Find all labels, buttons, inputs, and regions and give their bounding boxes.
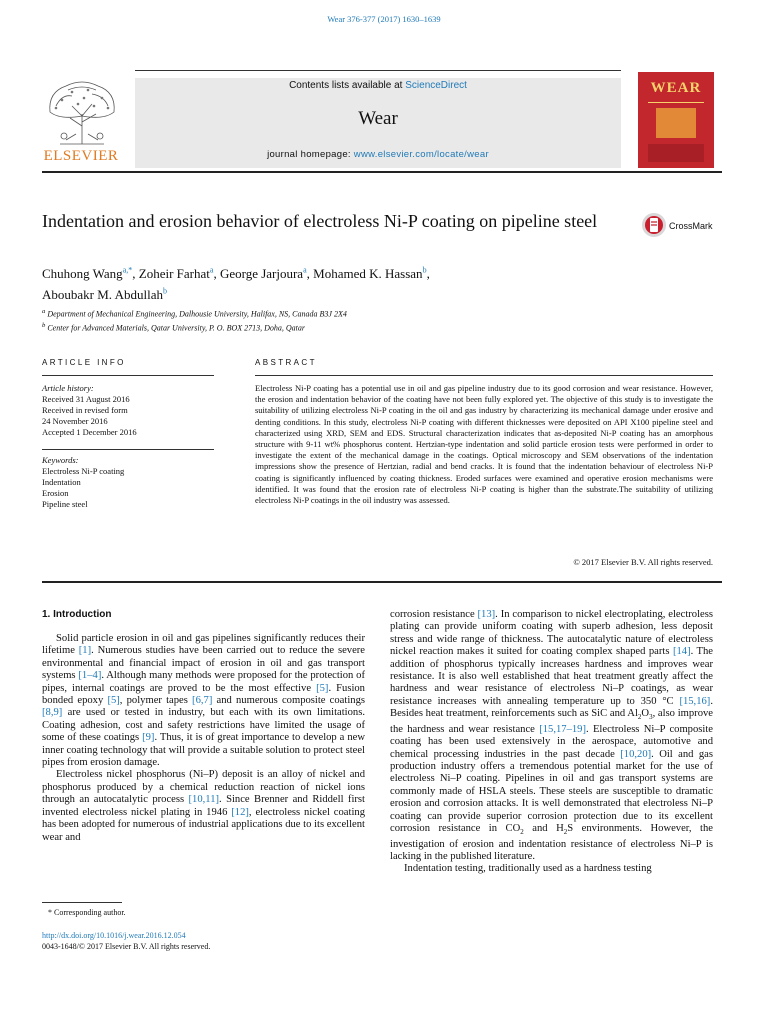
text-run: . Fusion bonded epoxy	[42, 682, 365, 707]
text-run: . Thus, it is of great importance to develop a new inner coating technology that will provide a suitable solution to protect steel pipes from erosion damage.	[42, 732, 365, 769]
section-heading-introduction: 1. Introduction	[42, 609, 112, 620]
history-item: Received 31 August 2016	[42, 394, 130, 404]
reference-link[interactable]: [15,17–19]	[539, 723, 586, 735]
reference-link[interactable]: [9]	[142, 732, 155, 744]
author-name: Chuhong Wang	[42, 266, 123, 282]
author-separator: ,	[213, 266, 220, 282]
article-history	[42, 383, 214, 438]
abstract-text: Electroless Ni-P coating has a potential use in oil and gas pipeline industry due to its good corrosion and wear resistance. However, the erosion and indentation behavior of the coating have not been fully explored yet. The objective of this study is to investigate the suitability of utilizing electroless Ni-P coating in the oil and gas industry by characterizing its mechanical damage under erosive and denting conditions. In this study, electroless Ni-P coating with different thicknesses were deposited on API X100 pipeline steel and characterized using XRD, SEM and EDS. Structural characterization indicates that as-deposited Ni-P coating has an amorphous structure with 9-11 wt% phosphorus content. Hertzian-type indentation and solid particle erosion tests were performed in order to investigate the extent of the mechanical damage in the coatings. Optical microscopy and SEM observations of the indentation impressions show the presence of Hertzian, radial and bend cracks. It is found that the indentation behaviour of electroless Ni-P coating is significantly influenced by coating thickness. Eroded surfaces were examined and operative erosion mechanisms were identified. It was found that the erosion rate of electroless Ni-P coating is higher than the substrate.The suitability of utilizing electroless Ni-P coatings in the oil industry was assessed.	[255, 383, 713, 506]
reference-link[interactable]: [5]	[316, 682, 329, 694]
front-matter-rule	[42, 581, 722, 583]
abstract-rule	[255, 375, 713, 376]
keyword-item: Pipeline steel	[42, 499, 88, 509]
author[interactable]	[313, 266, 430, 281]
history-item: Accepted 1 December 2016	[42, 427, 137, 437]
doi-link[interactable]: http://dx.doi.org/10.1016/j.wear.2016.12.054	[42, 931, 186, 940]
reference-link[interactable]: [12]	[231, 806, 249, 818]
body-left-column	[42, 633, 365, 844]
author-affil-sup[interactable]: b	[422, 266, 427, 275]
text-run: . Numerous studies have been carried out to reduce the severe environmental and financial impact of erosion in oil and gas transport systems	[42, 645, 366, 682]
author[interactable]	[42, 266, 139, 281]
article-info-rule	[42, 375, 214, 376]
keyword-item: Erosion	[42, 488, 69, 498]
affiliation-sup: a	[42, 308, 46, 315]
header-bottom-rule	[42, 171, 722, 173]
cover-rule	[648, 102, 704, 103]
affiliation-text: Center for Advanced Materials, Qatar University, P. O. BOX 2713, Doha, Qatar	[47, 323, 306, 333]
history-item: Received in revised form	[42, 405, 128, 415]
affiliation-sup: b	[42, 321, 46, 329]
text-run: . Electroless Ni–P composite coating has been used extensively in the aerospace, automotive and chemical processing industries in the past decade	[390, 723, 713, 760]
author-name: Mohamed K. Hassan	[313, 266, 423, 282]
text-run: . In comparison to nickel electroplating, electroless plating can provide uniform coating with superb adhesion, less deposit stress and wide range of thickness. The autocatalytic nature of electroless nickel reaction makes it suited for coating complex shaped parts	[390, 609, 713, 658]
contents-prefix: Contents lists available at	[289, 80, 406, 91]
affiliation-item	[42, 320, 602, 334]
text-run: and numerous composite coatings	[212, 695, 365, 707]
author-affil-sup[interactable]: a	[209, 266, 214, 275]
text-run: S environments. However, the investigation of erosion and indentation resistance of electroless Ni–P is lacking in the published literature.	[390, 823, 713, 862]
author-list	[42, 262, 622, 303]
author-name: Zoheir Farhat	[138, 266, 210, 282]
author-separator: ,	[132, 266, 139, 282]
text-run: O	[641, 708, 650, 720]
author[interactable]	[42, 287, 167, 302]
paragraph	[42, 633, 365, 769]
publisher-logo-text: ELSEVIER	[43, 148, 119, 164]
elsevier-tree-logo	[42, 76, 122, 146]
article-info-heading: ARTICLE INFO	[42, 358, 126, 367]
text-run: , also improve the hardness and wear resistance	[390, 708, 713, 735]
keywords-rule	[42, 449, 214, 450]
reference-link[interactable]: [15,16]	[679, 695, 711, 707]
author-affil-sup[interactable]: a,*	[122, 266, 133, 275]
text-run: Indentation testing, traditionally used as a hardness testing	[404, 863, 652, 875]
reference-link[interactable]: [6,7]	[192, 695, 213, 707]
crossmark-label[interactable]: CrossMark	[669, 221, 713, 231]
paragraph	[390, 609, 713, 863]
text-run: and H	[523, 823, 564, 835]
text-run: corrosion resistance	[390, 609, 478, 620]
author-name: Aboubakr M. Abdullah	[42, 286, 163, 302]
text-run: , polymer tapes	[119, 695, 193, 707]
subscript: 2	[520, 828, 524, 837]
text-run: Solid particle erosion in oil and gas pipelines significantly reduces their lifetime	[42, 633, 365, 657]
homepage-prefix: journal homepage:	[267, 149, 354, 160]
reference-link[interactable]: [1]	[78, 645, 92, 657]
reference-link[interactable]: [8,9]	[42, 707, 63, 719]
journal-cover-thumbnail[interactable]	[638, 72, 714, 168]
homepage-link[interactable]: www.elsevier.com/locate/wear	[353, 149, 489, 160]
affiliation-item	[42, 306, 602, 320]
subscript: 3	[649, 713, 653, 722]
text-run: . Oil and gas production industry offers a tremendous potential market for the use of electroless Ni–P coating. Pipelines in oil and gas transport systems are commonly made of HSLA steels. These steels are susceptible to dramatic erosion and corrosion attacks. It is well demonstrated that electroless Ni–P coating can provide superior corrosion protection due to its excellent corrosion resistance in CO	[390, 748, 713, 835]
affiliations	[42, 306, 602, 333]
subscript: 2	[637, 713, 642, 722]
homepage-line	[135, 149, 621, 160]
reference-link[interactable]: [5]	[107, 695, 120, 707]
author[interactable]	[220, 266, 313, 281]
author-affil-sup[interactable]: b	[162, 286, 167, 296]
abstract-heading: ABSTRACT	[255, 358, 317, 367]
body-right-column	[390, 609, 713, 876]
reference-link[interactable]: [10,20]	[620, 748, 652, 760]
author-separator: ,	[306, 266, 314, 282]
reference-link[interactable]: [13]	[477, 609, 496, 620]
sciencedirect-link[interactable]: ScienceDirect	[405, 80, 467, 91]
paragraph	[390, 863, 713, 875]
keywords	[42, 455, 214, 510]
journal-citation[interactable]: Wear 376-377 (2017) 1630–1639	[327, 14, 441, 24]
keyword-item: Electroless Ni-P coating	[42, 466, 125, 476]
text-run: . Besides heat treatment, reinforcements such as SiC and Al	[390, 695, 713, 720]
header-top-rule	[135, 70, 621, 71]
paragraph	[42, 769, 365, 843]
text-run: are used or tested in industry, but each with its own limitations. Coating adhesion, cost and safety restrictions have limited the usage of some of these coatings	[42, 707, 365, 744]
corresponding-author-note: * Corresponding author.	[48, 908, 126, 917]
text-run: . The addition of phosphorus typically increases hardness and improves wear resistance. It is also well established that heat treatment greatly affect the hardness and wear resistance of electroless Ni–P coatings, as wear resistance increases with annealing temperature up to 350 °C	[390, 646, 714, 707]
journal-name: Wear	[358, 108, 398, 129]
contents-line	[135, 80, 621, 91]
reference-link[interactable]: [14]	[672, 646, 691, 658]
history-label: Article history:	[42, 383, 94, 393]
author-separator: ,	[426, 266, 430, 282]
author-affil-sup[interactable]: a	[303, 266, 307, 275]
text-run: . Although many methods were proposed for the protection of pipes, internal coatings are proved to be the most effective	[42, 670, 366, 694]
subscript: 2	[563, 828, 568, 837]
keyword-item: Indentation	[42, 477, 81, 487]
footnote-rule	[42, 902, 122, 903]
cover-title: WEAR	[650, 80, 702, 96]
reference-link[interactable]: [1–4]	[78, 670, 102, 682]
article-title: Indentation and erosion behavior of electroless Ni-P coating on pipeline steel	[42, 211, 598, 231]
text-run: Electroless nickel phosphorus (Ni–P) deposit is an alloy of nickel and phosphorus produced by a chemical reduction reaction of nickel ions through an autocatalytic process	[42, 769, 365, 806]
cover-graphic	[656, 108, 696, 138]
text-run: , electroless nickel coating has been adopted for numerous of industrial applications due to its excellent wear and	[42, 806, 365, 843]
abstract-copyright: © 2017 Elsevier B.V. All rights reserved.	[573, 557, 713, 567]
issn-line: 0043-1648/© 2017 Elsevier B.V. All rights reserved.	[42, 942, 211, 951]
history-item: 24 November 2016	[42, 416, 108, 426]
affiliation-text: Department of Mechanical Engineering, Dalhousie University, Halifax, NS, Canada B3J 2X4	[47, 309, 347, 319]
reference-link[interactable]: [10,11]	[188, 794, 220, 806]
cover-footer-band	[648, 144, 704, 162]
crossmark-icon[interactable]	[641, 212, 667, 238]
text-run: . Since Brenner and Riddell first invented electroless nickel plating in 1946	[42, 794, 365, 818]
author[interactable]	[139, 266, 220, 281]
keywords-label: Keywords:	[42, 455, 79, 465]
author-name: George Jarjoura	[219, 266, 304, 282]
